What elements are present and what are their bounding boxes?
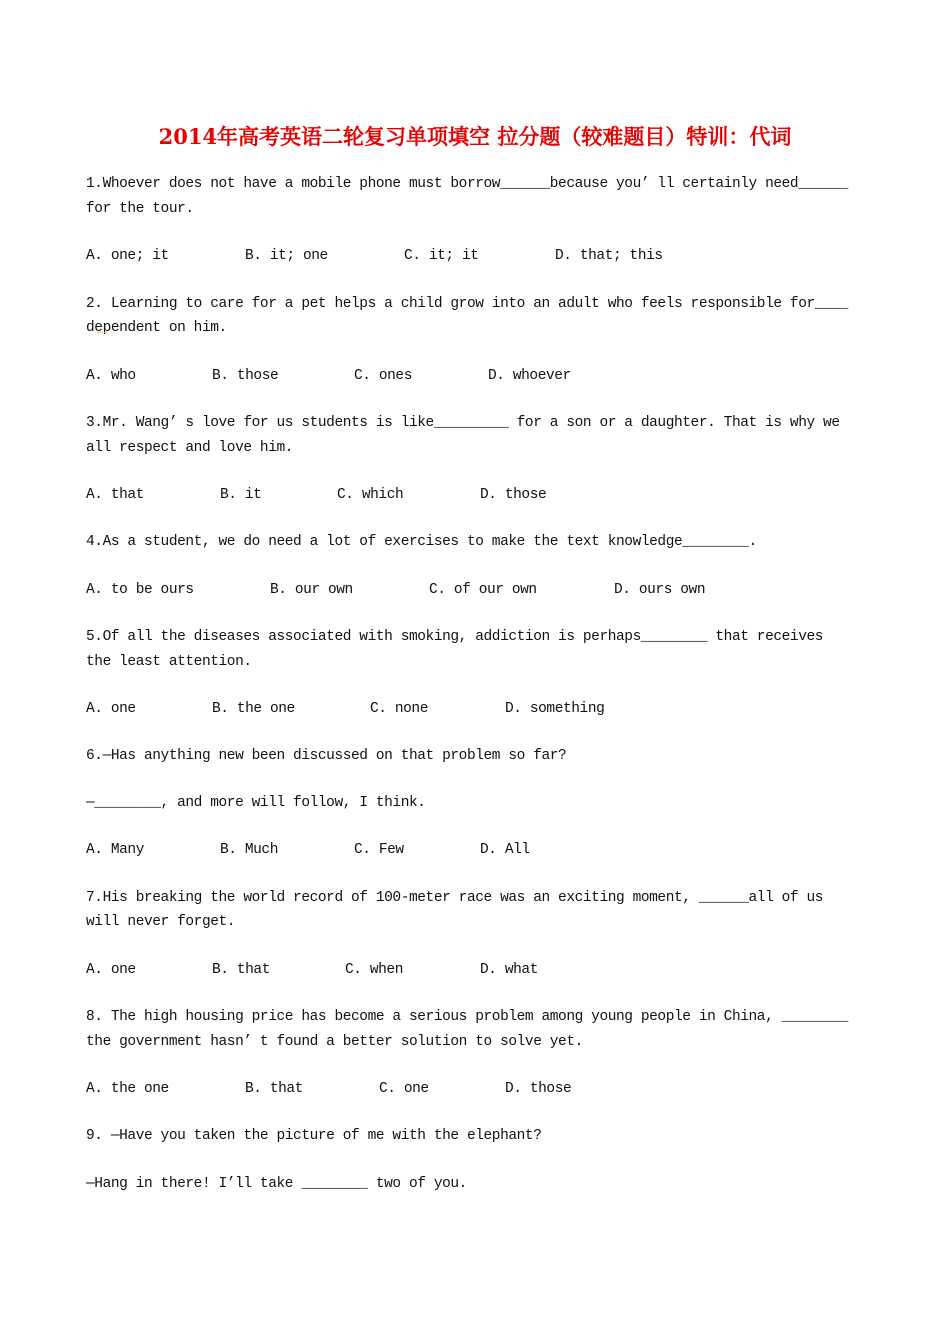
question-8-option-a: A. the one [86,1081,169,1097]
question-6-option-b: B. Much [220,842,278,858]
spellcheck-mark [97,330,107,333]
question-1-option-b: B. it; one [245,248,328,264]
question-4-line-1: 4.As a student, we do need a lot of exercises to make the text knowledge________. [86,534,757,550]
question-1-option-d: D. that; this [555,248,663,264]
question-4-option-b: B. our own [270,582,353,598]
question-9-line-2: —Hang in there! I’ll take ________ two of you. [86,1176,467,1192]
question-6-line-2: —________, and more will follow, I think. [86,795,426,811]
question-8-option-b: B. that [245,1081,303,1097]
question-5-option-c: C. none [370,701,428,717]
question-6-option-a: A. Many [86,842,144,858]
page-title: 2014年高考英语二轮复习单项填空 拉分题（较难题目）特训：代词 [158,124,792,149]
question-3-line-1: 3.Mr. Wang’ s love for us students is like_________ for a son or a daughter. That is why we [86,415,840,431]
question-3-option-a: A. that [86,487,144,503]
question-8-line-1: 8. The high housing price has become a serious problem among young people in China, ________ [86,1009,848,1025]
question-8-line-2: the government hasn’ t found a better solution to solve yet. [86,1034,583,1050]
question-3-option-c: C. which [337,487,404,503]
question-5-option-b: B. the one [212,701,295,717]
question-4-option-c: C. of our own [429,582,537,598]
question-2-option-d: D. whoever [488,368,571,384]
question-1-line-2: for the tour. [86,201,194,217]
question-6-line-1: 6.—Has anything new been discussed on that problem so far? [86,748,567,764]
question-2-option-c: C. ones [354,368,412,384]
question-7-line-2: will never forget. [86,914,236,930]
question-5-option-d: D. something [505,701,605,717]
question-4-option-d: D. ours own [614,582,706,598]
question-9-line-1: 9. —Have you taken the picture of me with the elephant? [86,1128,542,1144]
question-5-line-2: the least attention. [86,654,252,670]
question-7-option-d: D. what [480,962,538,978]
question-7-option-c: C. when [345,962,403,978]
question-2-option-b: B. those [212,368,279,384]
question-1-option-c: C. it; it [404,248,479,264]
question-3-line-2: all respect and love him. [86,440,294,456]
question-2-line-1: 2. Learning to care for a pet helps a child grow into an adult who feels responsible for____ [86,296,848,312]
question-5-option-a: A. one [86,701,136,717]
question-2-line-2: dependent on him. [86,320,227,336]
question-1-line-1: 1.Whoever does not have a mobile phone must borrow______because you’ ll certainly need______ [86,176,848,192]
question-1-option-a: A. one; it [86,248,169,264]
question-2-option-a: A. who [86,368,136,384]
question-5-line-1: 5.Of all the diseases associated with smoking, addiction is perhaps________ that receives [86,629,824,645]
question-3-option-d: D. those [480,487,547,503]
question-6-option-c: C. Few [354,842,404,858]
question-7-option-a: A. one [86,962,136,978]
question-8-option-d: D. those [505,1081,572,1097]
question-8-option-c: C. one [379,1081,429,1097]
question-4-option-a: A. to be ours [86,582,194,598]
question-6-option-d: D. All [480,842,530,858]
question-7-option-b: B. that [212,962,270,978]
question-7-line-1: 7.His breaking the world record of 100-meter race was an exciting moment, ______all of us [86,890,824,906]
question-3-option-b: B. it [220,487,262,503]
